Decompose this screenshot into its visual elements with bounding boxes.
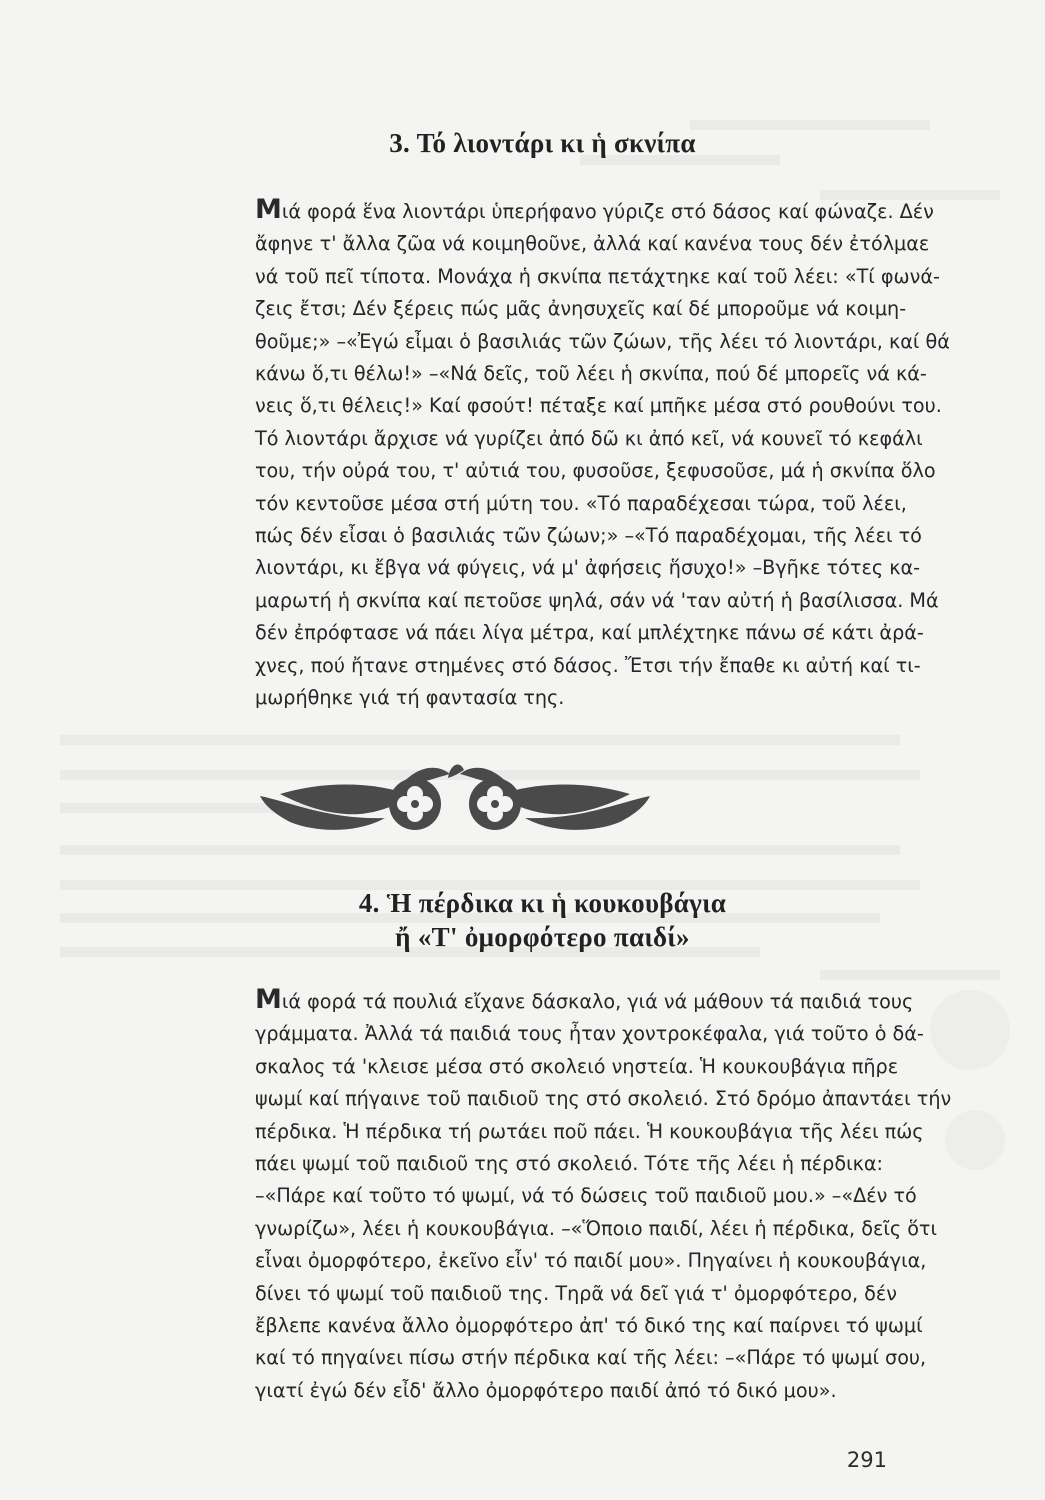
floral-ornament-icon: [250, 756, 660, 846]
text-line: κάνω ὅ,τι θέλω!» –«Νά δεῖς, τοῦ λέει ἡ σκνίπα, πού δέ μπορεῖς νά κά-: [255, 362, 927, 386]
text-line: πέρδικα. Ἡ πέρδικα τή ρωτάει ποῦ πάει. Ἡ κουκουβάγια τῆς λέει πώς: [255, 1119, 924, 1143]
text-line: νεις ὅ,τι θέλεις!» Καί φσούτ! πέταξε καί μπῆκε μέσα στό ρουθούνι του.: [255, 394, 942, 418]
text-line: ἄφηνε τ' ἄλλα ζῶα νά κοιμηθοῦνε, ἀλλά καί κανένα τους δέν ἐτόλμαε: [255, 232, 930, 256]
text-line: νά τοῦ πεῖ τίποτα. Μονάχα ἡ σκνίπα πετάχτηκε καί τοῦ λέει: «Τί φωνά-: [255, 264, 940, 288]
text-line: καί τό πηγαίνει πίσω στήν πέρδικα καί τῆς λέει: –«Πάρε τό ψωμί σου,: [255, 1346, 927, 1370]
text-line: γνωρίζω», λέει ἡ κουκουβάγια. –«Ὅποιο παιδί, λέει ἡ πέρδικα, δεῖς ὅτι: [255, 1216, 937, 1240]
text-line: σκαλος τά 'κλεισε μέσα στό σκολειό νηστεία. Ἡ κουκουβάγια πῆρε: [255, 1054, 899, 1078]
text-line: χνες, πού ἤτανε στημένες στό δάσος. Ἔτσι τήν ἔπαθε κι αὐτή καί τι-: [255, 653, 921, 677]
page-number: 291: [846, 1448, 887, 1472]
text-line: ψωμί καί πήγαινε τοῦ παιδιοῦ της στό σκολειό. Στό δρόμο ἀπαντάει τήν: [255, 1087, 952, 1111]
story-text-lion-gnat: [255, 194, 950, 715]
text-line: δίνει τό ψωμί τοῦ παιδιοῦ της. Τηρᾶ νά δεῖ γιά τ' ὀμορφότερο, δέν: [255, 1281, 897, 1305]
text-line: ζεις ἔτσι; Δέν ξέρεις πώς μᾶς ἀνησυχεῖς καί δέ μποροῦμε νά κοιμη-: [255, 297, 907, 321]
story-title-partridge-owl: [40, 886, 1045, 954]
drop-cap: Μ: [255, 194, 282, 225]
text-line: πώς δέν εἶσαι ὁ βασιλιάς τῶν ζώων;» –«Τό παραδέχομαι, τῆς λέει τό: [255, 524, 922, 548]
text-line: τόν κεντοῦσε μέσα στή μύτη του. «Τό παραδέχεσαι τώρα, τοῦ λέει,: [255, 491, 907, 515]
text-line: δέν ἐπρόφτασε νά πάει λίγα μέτρα, καί μπλέχτηκε πάνω σέ κάτι ἀρά-: [255, 621, 924, 645]
first-line-text: ιά φορά τά πουλιά εἴχανε δάσκαλο, γιά νά μάθουν τά παιδιά τους: [281, 990, 914, 1013]
text-line: γράμματα. Ἀλλά τά παιδιά τους ἦταν χοντροκέφαλα, γιά τοῦτο ὁ δά-: [255, 1022, 924, 1046]
text-line: πάει ψωμί τοῦ παιδιοῦ της στό σκολειό. Τότε τῆς λέει ἡ πέρδικα:: [255, 1152, 883, 1176]
text-line: γιατί ἐγώ δέν εἶδ' ἄλλο ὀμορφότερο παιδί ἀπό τό δικό μου».: [255, 1378, 837, 1402]
title-line-2: ἤ «Τ' ὀμορφότερο παιδί»: [395, 922, 690, 952]
text-line: θοῦμε;» –«Ἐγώ εἶμαι ὁ βασιλιάς τῶν ζώων, τῆς λέει τό λιοντάρι, καί θά: [255, 329, 950, 353]
story-title-lion-gnat: 3. Τό λιοντάρι κι ἡ σκνίπα: [389, 128, 696, 158]
text-line: –«Πάρε καί τοῦτο τό ψωμί, νά τό δώσεις τοῦ παιδιοῦ μου.» –«Δέν τό: [255, 1184, 917, 1208]
story-text-partridge-owl: [255, 984, 952, 1407]
title-line-1: 4. Ἡ πέρδικα κι ἡ κουκουβάγια: [358, 888, 727, 918]
paragraph-first-line: [255, 194, 934, 228]
text-line: μωρήθηκε γιά τή φαντασία της.: [255, 686, 565, 710]
drop-cap: Μ: [255, 984, 282, 1015]
text-line: Τό λιοντάρι ἄρχισε νά γυρίζει ἀπό δῶ κι ἀπό κεῖ, νά κουνεῖ τό κεφάλι: [255, 426, 923, 450]
paragraph-first-line: [255, 984, 914, 1018]
text-line: λιοντάρι, κι ἔβγα νά φύγεις, νά μ' ἀφήσεις ἥσυχο!» –Βγῆκε τότες κα-: [255, 556, 921, 580]
text-line: μαρωτή ἡ σκνίπα καί πετοῦσε ψηλά, σάν νά 'ταν αὐτή ἡ βασίλισσα. Μά: [255, 588, 939, 612]
text-line: ἔβλεπε κανένα ἄλλο ὀμορφότερο ἀπ' τό δικό της καί παίρνει τό ψωμί: [255, 1314, 923, 1338]
text-line: του, τήν οὐρά του, τ' αὐτιά του, φυσοῦσε, ξεφυσοῦσε, μά ἡ σκνίπα ὅλο: [255, 459, 936, 483]
first-line-text: ιά φορά ἕνα λιοντάρι ὑπερήφανο γύριζε στό δάσος καί φώναζε. Δέν: [281, 200, 934, 223]
text-line: εἶναι ὀμορφότερο, ἐκεῖνο εἶν' τό παιδί μου». Πηγαίνει ἡ κουκουβάγια,: [255, 1249, 927, 1273]
